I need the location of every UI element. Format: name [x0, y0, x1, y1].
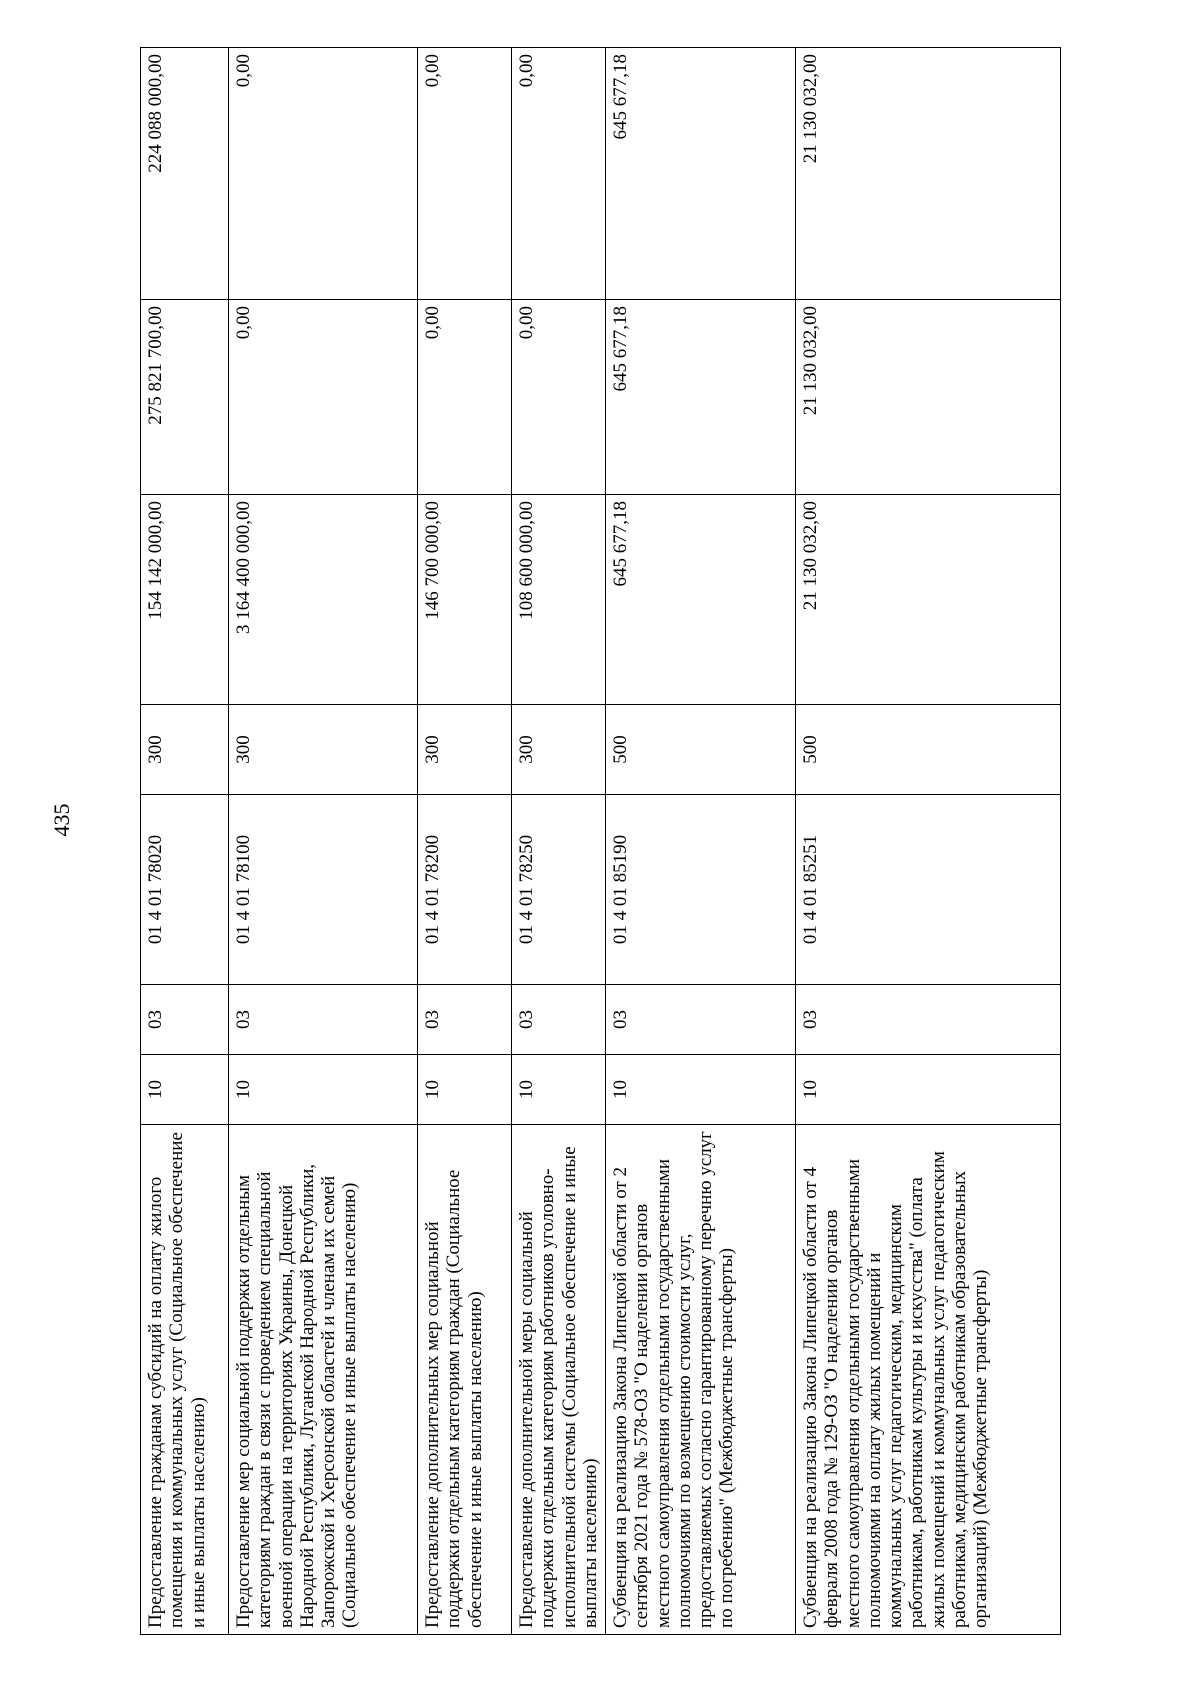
row-target-article: 01 4 01 78200	[418, 795, 512, 985]
row-amount-3: 645 677,18	[606, 48, 796, 300]
row-amount-3: 21 130 032,00	[796, 48, 1061, 300]
row-target-article: 01 4 01 78250	[512, 795, 606, 985]
row-target-article: 01 4 01 85190	[606, 795, 796, 985]
row-amount-2: 21 130 032,00	[796, 300, 1061, 495]
row-expense-type: 300	[512, 705, 606, 795]
row-section: 10	[229, 1055, 418, 1125]
table-row	[796, 48, 1061, 1635]
table-row	[418, 48, 512, 1635]
row-expense-type: 300	[141, 705, 229, 795]
row-section: 10	[796, 1055, 1061, 1125]
budget-table	[140, 47, 1061, 1635]
row-amount-3: 224 088 000,00	[141, 48, 229, 300]
row-amount-1: 645 677,18	[606, 495, 796, 705]
row-subsection: 03	[418, 985, 512, 1055]
row-amount-3: 0,00	[418, 48, 512, 300]
row-subsection: 03	[796, 985, 1061, 1055]
row-description: Предоставление дополнительной меры социальной поддержки отдельным категориям работников уголовно-исполнительной системы (Социальное обеспечение и иные выплаты населению)	[512, 1125, 606, 1635]
row-subsection: 03	[229, 985, 418, 1055]
row-description: Предоставление мер социальной поддержки отдельным категориям граждан в связи с проведением специальной военной операции на территориях Украины, Донецкой Народной Республики, Луганской Народной Республики, Запорожской и Херсонской областей и членам их семей (Социальное обеспечение и иные выплаты населению)	[229, 1125, 418, 1635]
row-amount-1: 146 700 000,00	[418, 495, 512, 705]
row-description: Субвенция на реализацию Закона Липецкой области от 2 сентября 2021 года № 578-ОЗ "О наделении органов местного самоуправления отдельными государственными полномочиями по возмещению стоимости услуг, предоставляемых согласно гарантированному перечню услуг по погребению" (Межбюджетные трансферты)	[606, 1125, 796, 1635]
table-row	[141, 48, 229, 1635]
row-amount-3: 0,00	[229, 48, 418, 300]
table-row	[229, 48, 418, 1635]
row-amount-1: 21 130 032,00	[796, 495, 1061, 705]
row-amount-3: 0,00	[512, 48, 606, 300]
row-subsection: 03	[606, 985, 796, 1055]
row-amount-1: 108 600 000,00	[512, 495, 606, 705]
table-row	[606, 48, 796, 1635]
row-expense-type: 300	[229, 705, 418, 795]
row-expense-type: 500	[606, 705, 796, 795]
row-target-article: 01 4 01 78100	[229, 795, 418, 985]
row-section: 10	[512, 1055, 606, 1125]
row-description: Предоставление гражданам субсидий на оплату жилого помещения и коммунальных услуг (Социальное обеспечение и иные выплаты населению)	[141, 1125, 229, 1635]
row-section: 10	[418, 1055, 512, 1125]
row-amount-2: 0,00	[418, 300, 512, 495]
row-description: Предоставление дополнительных мер социальной поддержки отдельным категориям граждан (Социальное обеспечение и иные выплаты населению)	[418, 1125, 512, 1635]
table-row	[512, 48, 606, 1635]
page-number: 435	[49, 803, 74, 837]
row-section: 10	[606, 1055, 796, 1125]
row-target-article: 01 4 01 78020	[141, 795, 229, 985]
row-amount-2: 0,00	[229, 300, 418, 495]
row-subsection: 03	[141, 985, 229, 1055]
row-expense-type: 500	[796, 705, 1061, 795]
row-amount-1: 3 164 400 000,00	[229, 495, 418, 705]
row-amount-2: 0,00	[512, 300, 606, 495]
row-amount-2: 275 821 700,00	[141, 300, 229, 495]
row-target-article: 01 4 01 85251	[796, 795, 1061, 985]
table-container	[140, 48, 1060, 1635]
row-expense-type: 300	[418, 705, 512, 795]
row-section: 10	[141, 1055, 229, 1125]
row-amount-2: 645 677,18	[606, 300, 796, 495]
row-amount-1: 154 142 000,00	[141, 495, 229, 705]
row-subsection: 03	[512, 985, 606, 1055]
row-description: Субвенция на реализацию Закона Липецкой области от 4 февраля 2008 года № 129-ОЗ "О наделении органов местного самоуправления отдельными государственными полномочиями на оплату жилых помещений и коммунальных услуг педагогическим, медицинским работникам, работникам культуры и искусства" (оплата жилых помещений и коммунальных услуг педагогическим работникам, медицинским работникам образовательных организаций) (Межбюджетные трансферты)	[796, 1125, 1061, 1635]
